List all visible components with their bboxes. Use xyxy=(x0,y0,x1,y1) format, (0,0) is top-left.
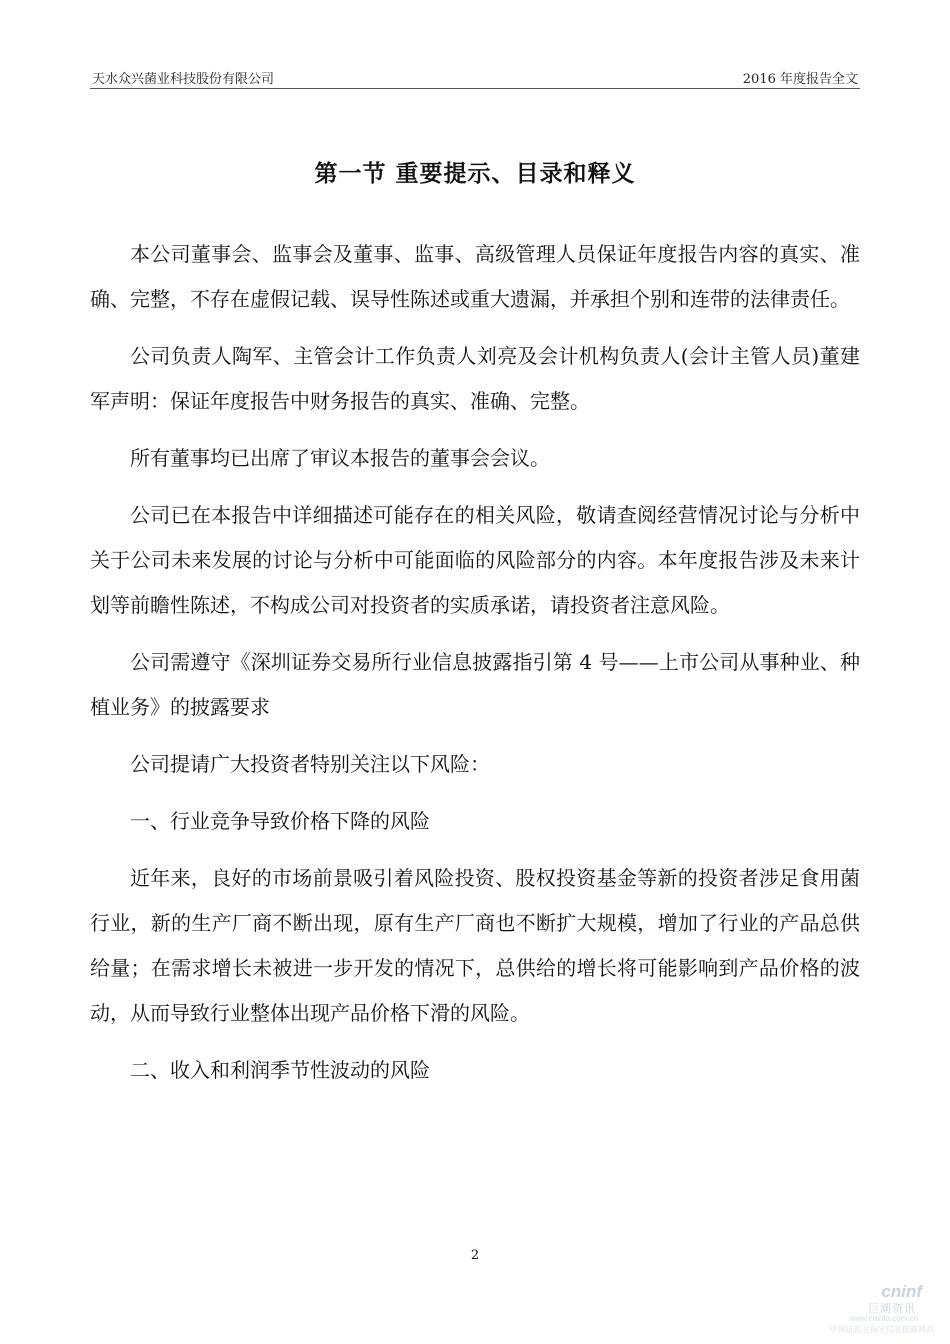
paragraph-risk-notice: 公司已在本报告中详细描述可能存在的相关风险，敬请查阅经营情况讨论与分析中关于公司未来发展的讨论与分析中可能面临的风险部分的内容。本年度报告涉及未来计划等前瞻性陈述，不构成公司对投资者的实质承诺，请投资者注意风险。 xyxy=(90,503,860,617)
watermark-org: 中国证监会指定信息披露网站 xyxy=(830,1325,934,1334)
cninfo-watermark xyxy=(818,1282,938,1338)
heading-risk-2: 二、收入和利润季节性波动的风险 xyxy=(130,1058,430,1082)
header-report-title: 2016 年度报告全文 xyxy=(742,72,858,87)
watermark-cn: 巨潮资讯 xyxy=(868,1303,916,1315)
document-body xyxy=(90,232,860,1105)
paragraph-risk-intro: 公司提请广大投资者特别关注以下风险： xyxy=(130,752,490,776)
watermark-url: www.cninfo.com.cn xyxy=(849,1314,918,1323)
header-company: 天水众兴菌业科技股份有限公司 xyxy=(92,72,275,87)
paragraph-declaration: 公司负责人陶军、主管会计工作负责人刘亮及会计机构负责人(会计主管人员)董建军声明：保证年度报告中财务报告的真实、准确、完整。 xyxy=(90,344,860,413)
heading-risk-1: 一、行业竞争导致价格下降的风险 xyxy=(130,809,430,833)
section-title: 第一节 重要提示、目录和释义 xyxy=(314,160,636,187)
page-header xyxy=(90,66,860,89)
paragraph-attendance: 所有董事均已出席了审议本报告的董事会会议。 xyxy=(130,446,550,470)
paragraph-disclosure-guideline: 公司需遵守《深圳证券交易所行业信息披露指引第 4 号——上市公司从事种业、种植业务》的披露要求 xyxy=(90,650,860,719)
watermark-logo: cninf xyxy=(881,1282,922,1301)
page-number: 2 xyxy=(470,1248,480,1263)
paragraph-risk-1: 近年来，良好的市场前景吸引着风险投资、股权投资基金等新的投资者涉足食用菌行业，新的生产厂商不断出现，原有生产厂商也不断扩大规模，增加了行业的产品总供给量；在需求增长未被进一步开发的情况下，总供给的增长将可能影响到产品价格的波动，从而导致行业整体出现产品价格下滑的风险。 xyxy=(90,866,860,1025)
paragraph-responsibility: 本公司董事会、监事会及董事、监事、高级管理人员保证年度报告内容的真实、准确、完整，不存在虚假记载、误导性陈述或重大遗漏，并承担个别和连带的法律责任。 xyxy=(90,242,860,311)
